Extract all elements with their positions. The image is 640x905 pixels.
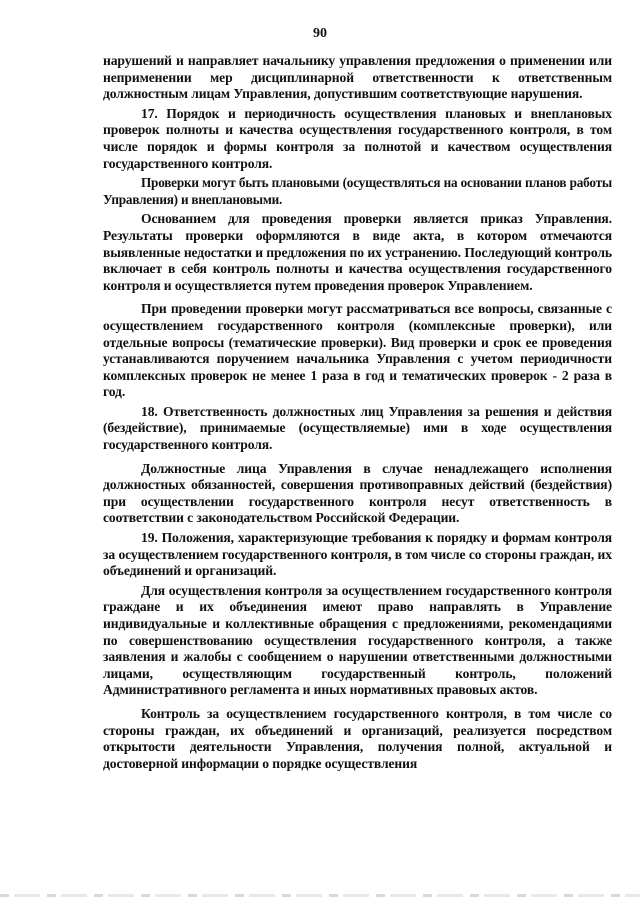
document-body [103,53,612,775]
scan-edge-artifact [0,894,640,897]
paragraph-responsibility: Должностные лица Управления в случае ненадлежащего исполнения должностных обязанностей, совершения противоправных действий (бездействия) при осуществлении государственного контроля несут ответственность в соответствии с законодательством Российской Федерации. [103,460,612,526]
paragraph-openness: Контроль за осуществлением государственного контроля, в том числе со стороны граждан, их объединений и организаций, реализуется посредством открытости деятельности Управления, получения полной, актуальной и достоверной информации о порядке осуществления [103,705,612,771]
page-number: 90 [313,26,327,41]
paragraph-continuation: нарушений и направляет начальнику управления предложения о применении или неприменении мер дисциплинарной ответственности к ответственным должностным лицам Управления, допустившим соответствующие нарушения. [103,53,612,102]
paragraph-inspections-types: Проверки могут быть плановыми (осуществляться на основании планов работы Управления) и внеплановыми. [103,175,612,207]
section-19-heading: 19. Положения, характеризующие требования к порядку и формам контроля за осуществлением государственного контроля, в том числе со стороны граждан, их объединений и организаций. [103,530,612,579]
paragraph-inspection-basis: Основанием для проведения проверки является приказ Управления. Результаты проверки оформляются в виде акта, в котором отмечаются выявленные недостатки и предложения по их устранению. Последующий контроль включает в себя контроль полноты и качества осуществления государственного контроля и осуществляется путем проведения проверок Управлением. [103,211,612,293]
section-18-heading: 18. Ответственность должностных лиц Управления за решения и действия (бездействие), принимаемые (осуществляемые) ими в ходе осуществления государственного контроля. [103,403,612,453]
section-17-heading: 17. Порядок и периодичность осуществления плановых и внеплановых проверок полноты и качества осуществления государственного контроля, в том числе порядок и формы контроля за полнотой и качеством осуществления государственного контроля. [103,105,612,171]
paragraph-citizen-appeals: Для осуществления контроля за осуществлением государственного контроля граждане и их объединения имеют право направлять в Управление индивидуальные и коллективные обращения с предложениями, рекомендациями по совершенствованию осуществления государственного контроля, а также заявления и жалобы с сообщением о нарушении ответственными должностными лицами, осуществляющим государственный контроль, положений Административного регламента и иных нормативных правовых актов. [103,582,612,698]
paragraph-inspection-scope: При проведении проверки могут рассматриваться все вопросы, связанные с осуществлением государственного контроля (комплексные проверки), или отдельные вопросы (тематические проверки). Вид проверки и срок ее проведения устанавливаются поручением начальника Управления с учетом периодичности комплексных проверок не менее 1 раза в год и тематических проверок - 2 раза в год. [103,301,612,400]
